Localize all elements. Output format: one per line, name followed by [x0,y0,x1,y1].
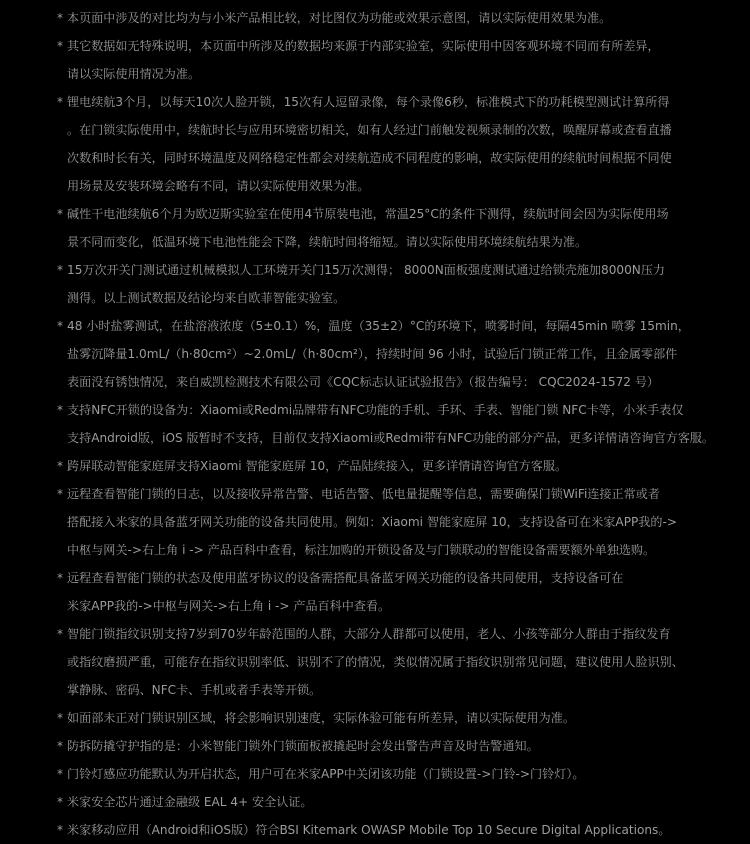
disclaimer-note [57,480,726,564]
disclaimer-note-text [57,788,726,816]
disclaimer-note-text [57,32,726,88]
disclaimer-note-line: 掌静脉、密码、NFC卡、手机或者手表等开锁。 [67,683,322,697]
disclaimer-note-text [57,480,726,564]
disclaimer-note-line: 防拆防撬守护指的是：小米智能门锁外门锁面板被撬起时会发出警告声音及时告警通知。 [67,739,539,753]
disclaimer-note [57,32,726,88]
disclaimer-note-text [57,88,726,200]
disclaimer-note-line: 门铃灯感应功能默认为开启状态，用户可在米家APP中关闭该功能（门锁设置->门铃->门铃灯）。 [67,767,585,781]
bullet-mark: * [57,823,64,837]
disclaimer-note-line: 支持Android版，iOS 版暂时不支持，目前仅支持Xiaomi或Redmi带有NFC功能的部分产品，更多详情请咨询官方客服。 [67,431,714,445]
disclaimer-note-line: 搭配接入米家的具备蓝牙网关功能的设备共同使用。例如：Xiaomi 智能家庭屏 10，支持设备可在米家APP我的-> [67,515,677,529]
disclaimer-note-text [57,760,726,788]
disclaimer-note [57,704,726,732]
bullet-mark: * [57,207,64,221]
disclaimer-note [57,760,726,788]
bullet-mark: * [57,403,64,417]
disclaimer-note-line: 请以实际使用情况为准。 [67,67,201,81]
disclaimer-note [57,564,726,620]
disclaimer-note-line: 表面没有锈蚀情况，来自威凯检测技术有限公司《CQC标志认证试验报告》（报告编号： CQC2024-1572 号） [67,375,660,389]
disclaimer-note-text [57,4,726,32]
bullet-mark: * [57,487,64,501]
disclaimer-note-line: 碱性干电池续航6个月为欧迈斯实验室在使用4节原装电池，常温25°C的条件下测得，续航时间会因为实际使用场 [67,207,669,221]
disclaimer-note-line: 用场景及安装环境会略有不同，请以实际使用效果为准。 [67,179,370,193]
disclaimer-note [57,620,726,704]
disclaimer-note-line: 测得。以上测试数据及结论均来自欧菲智能实验室。 [67,291,346,305]
disclaimer-note-line: 15万次开关门测试通过机械模拟人工环境开关门15万次测得； 8000N面板强度测试通过给锁壳施加8000N压力 [67,263,666,277]
disclaimer-note [57,4,726,32]
bullet-mark: * [57,711,64,725]
disclaimer-note-line: 米家APP我的->中枢与网关->右上角 i -> 产品百科中查看。 [67,599,391,613]
disclaimer-note-line: 远程查看智能门锁的状态及使用蓝牙协议的设备需搭配具备蓝牙网关功能的设备共同使用，支持设备可在 [67,571,624,585]
disclaimer-note-line: 其它数据如无特殊说明，本页面中所涉及的数据均来源于内部实验室，实际使用中因客观环境不同而有所差异， [67,39,660,53]
disclaimer-note-text [57,732,726,760]
disclaimer-note-line: 或指纹磨损严重，可能存在指纹识别率低、识别不了的情况，类似情况属于指纹识别常见问题，建议使用人脸识别、 [67,655,684,669]
bullet-mark: * [57,739,64,753]
disclaimer-notes-list [57,4,726,844]
disclaimer-note-text [57,312,726,396]
bullet-mark: * [57,627,64,641]
bullet-mark: * [57,571,64,585]
disclaimer-note [57,256,726,312]
bullet-mark: * [57,39,64,53]
disclaimer-note-text [57,816,726,844]
bullet-mark: * [57,95,64,109]
disclaimer-note [57,88,726,200]
disclaimer-note-line: 盐雾沉降量1.0mL/（h·80cm²）~2.0mL/（h·80cm²），持续时间 96 小时，试验后门锁正常工作，且金属零部件 [67,347,678,361]
disclaimer-note-line: 智能门锁指纹识别支持7岁到70岁年龄范围的人群，大部分人群都可以使用，老人、小孩等部分人群由于指纹发育 [67,627,671,641]
disclaimer-note-line: 米家安全芯片通过金融级 EAL 4+ 安全认证。 [67,795,313,809]
bullet-mark: * [57,767,64,781]
disclaimer-note [57,452,726,480]
disclaimer-note-text [57,452,726,480]
bullet-mark: * [57,795,64,809]
disclaimer-note-line: 景不同而变化，低温环境下电池性能会下降，续航时间将缩短。请以实际使用环境续航结果为准。 [67,235,588,249]
disclaimer-note-line: 支持NFC开锁的设备为：Xiaomi或Redmi品牌带有NFC功能的手机、手环、手表、智能门锁 NFC卡等，小米手表仅 [67,403,684,417]
disclaimer-note [57,732,726,760]
disclaimer-note-line: 。在门锁实际使用中，续航时长与应用环境密切相关，如有人经过门前触发视频录制的次数，唤醒屏幕或查看直播 [67,123,672,137]
bullet-mark: * [57,319,64,333]
disclaimer-note-line: 48 小时盐雾测试，在盐溶液浓度（5±0.1）%，温度（35±2）°C的环境下，喷雾时间，每隔45min 喷雾 15min， [67,319,690,333]
disclaimer-note-text [57,704,726,732]
disclaimer-note [57,816,726,844]
disclaimer-note-text [57,564,726,620]
disclaimer-note-line: 次数和时长有关，同时环境温度及网络稳定性都会对续航造成不同程度的影响，故实际使用的续航时间根据不同使 [67,151,672,165]
disclaimer-note [57,788,726,816]
disclaimer-note-text [57,620,726,704]
disclaimer-note-text [57,396,726,452]
disclaimer-note-line: 如面部未正对门锁识别区域，将会影响识别速度，实际体验可能有所差异，请以实际使用为准。 [67,711,575,725]
disclaimer-note-line: 锂电续航3个月，以每天10次人脸开锁，15次有人逗留录像，每个录像6秒，标准模式下的功耗模型测试计算所得 [67,95,670,109]
bullet-mark: * [57,11,64,25]
disclaimer-note [57,396,726,452]
disclaimer-note-line: 跨屏联动智能家庭屏支持Xiaomi 智能家庭屏 10，产品陆续接入，更多详情请咨询官方客服。 [67,459,568,473]
bullet-mark: * [57,459,64,473]
disclaimer-note-line: 远程查看智能门锁的日志，以及接收异常告警、电话告警、低电量提醒等信息，需要确保门锁WiFi连接正常或者 [67,487,660,501]
disclaimer-note [57,200,726,256]
bullet-mark: * [57,263,64,277]
disclaimer-note-line: 米家移动应用（Android和iOS版）符合BSI Kitemark OWASP Mobile Top 10 Secure Digital Applications。 [67,823,671,837]
disclaimer-note-text [57,200,726,256]
disclaimer-note-line: 本页面中涉及的对比均为与小米产品相比较，对比图仅为功能或效果示意图，请以实际使用效果为准。 [67,11,612,25]
disclaimer-note-line: 中枢与网关->右上角 i -> 产品百科中查看，标注加购的开锁设备及与门锁联动的智能设备需要额外单独选购。 [67,543,656,557]
disclaimer-note-text [57,256,726,312]
disclaimer-note [57,312,726,396]
